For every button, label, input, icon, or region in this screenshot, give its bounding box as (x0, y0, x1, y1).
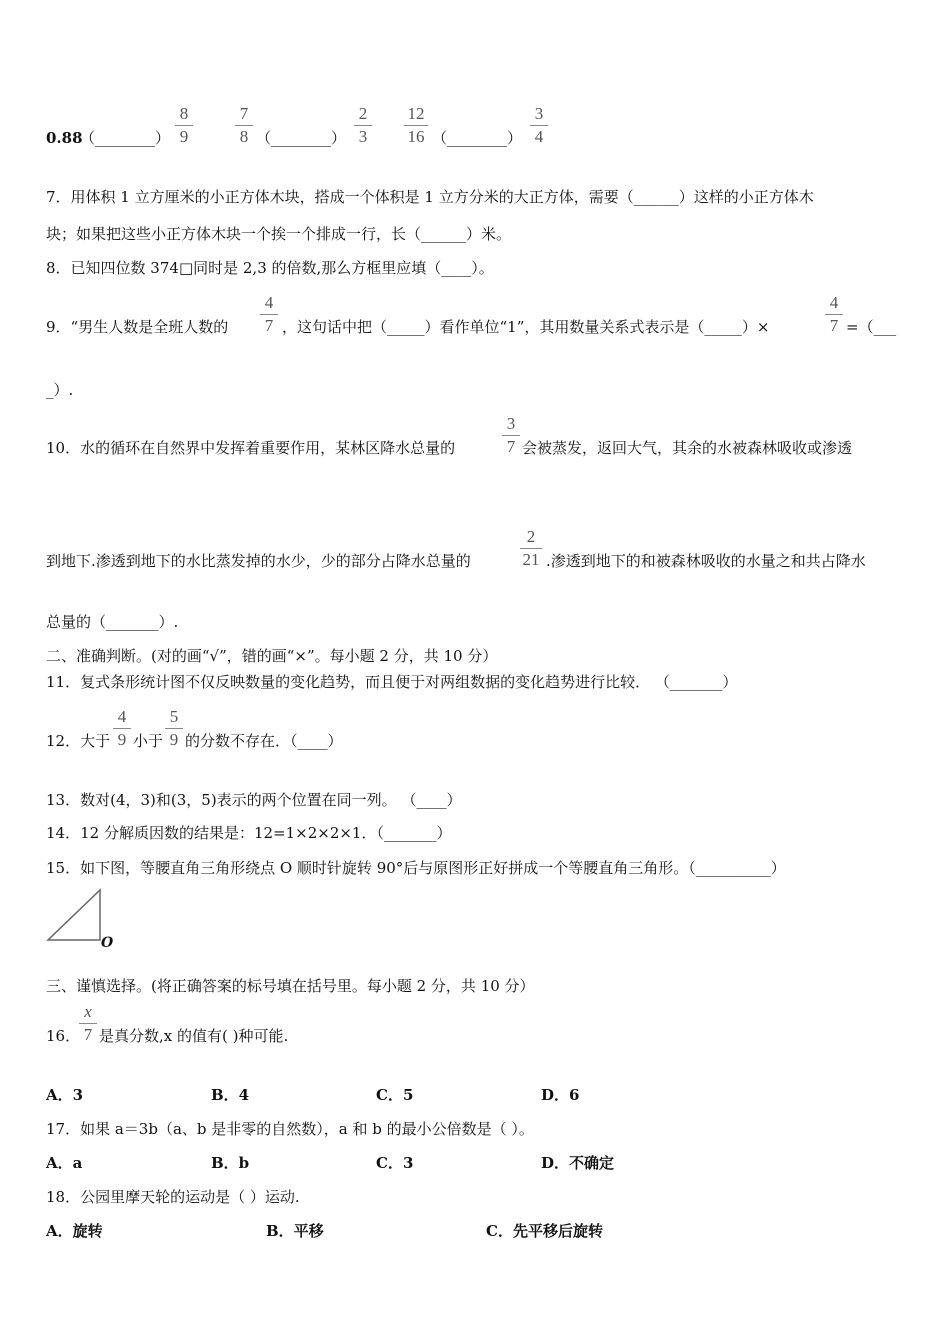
q7-line-1: 7．用体积 1 立方厘米的小正方体木块，搭成一个体积是 1 立方分米的大正方体，需要（______）这样的小正方体木 (46, 188, 814, 206)
q8-text: 8．已知四位数 374□同时是 2,3 的倍数,那么方框里应填（____）。 (46, 259, 494, 277)
section-3-title: 三、谨慎选择。(将正确答案的标号填在括号里。每小题 2 分，共 10 分） (46, 977, 535, 995)
q18-option-a[interactable]: A．旋转 (46, 1222, 103, 1240)
triangle-shape (48, 890, 100, 940)
q11-text: 11．复式条形统计图不仅反映数量的变化趋势，而且便于对两组数据的变化趋势进行比较． （_______） (46, 673, 738, 691)
fraction-12-16: 12 16 (402, 104, 430, 147)
q17-option-b[interactable]: B．b (211, 1154, 250, 1172)
q12-fraction-4-9: 4 9 (111, 707, 133, 750)
q10-fraction-3-7: 3 7 (500, 414, 522, 457)
q12-fraction-5-9: 5 9 (163, 707, 185, 750)
q9-line-2: _）. (46, 381, 74, 399)
q7-line-2: 块；如果把这些小正方体木块一个挨一个排成一行，长（______）米。 (46, 225, 512, 243)
q6-blank-1[interactable]: （________） (80, 129, 171, 147)
q16-number: 16． (46, 1027, 81, 1045)
q16-option-a[interactable]: A．3 (46, 1086, 84, 1104)
q9-part-2: ，这句话中把（_____）看作单位“1”，其用数量关系式表示是（_____）× (282, 318, 770, 336)
q15-text: 15．如下图，等腰直角三角形绕点 O 顺时针旋转 90°后与原图形正好拼成一个等腰直角三角形。（__________） (46, 859, 786, 877)
q13-text: 13．数对(4，3)和(3，5)表示的两个位置在同一列。 （____） (46, 791, 462, 809)
q17-option-c[interactable]: C．3 (376, 1154, 414, 1172)
q6-blank-3[interactable]: （________） (432, 129, 523, 147)
fraction-8-9: 8 9 (173, 104, 195, 147)
fraction-7-8: 7 8 (233, 104, 255, 147)
fraction-3-4: 3 4 (528, 104, 550, 147)
section-2-title: 二、准确判断。(对的画“√”，错的画“×”。每小题 2 分，共 10 分） (46, 647, 498, 665)
q10-line-3: 总量的（_______）. (46, 613, 179, 631)
q10-part-2: 会被蒸发，返回大气，其余的水被森林吸收或渗透 (522, 439, 853, 457)
q14-text: 14．12 分解质因数的结果是：12=1×2×2×1．（_______） (46, 824, 452, 842)
q12-part-2: 小于 (133, 732, 164, 750)
q16-option-c[interactable]: C．5 (376, 1086, 414, 1104)
q16-fraction-x-7: x 7 (77, 1002, 99, 1045)
q12-part-1: 12．大于 (46, 732, 111, 750)
q10-fraction-2-21: 2 21 (518, 527, 544, 570)
q9-part-1: 9．“男生人数是全班人数的 (46, 318, 229, 336)
q9-fraction-4-7-b: 4 7 (823, 293, 845, 336)
q17-option-a[interactable]: A．a (46, 1154, 83, 1172)
q16-text: 是真分数,x 的值有( )种可能. (99, 1027, 289, 1045)
q10-line-2b: .渗透到地下的和被森林吸收的水量之和共占降水 (546, 552, 866, 570)
q16-option-d[interactable]: D．6 (541, 1086, 580, 1104)
q9-fraction-4-7: 4 7 (258, 293, 280, 336)
q18-text: 18．公园里摩天轮的运动是（ ）运动. (46, 1188, 300, 1206)
q10-line-2a: 到地下.渗透到地下的水比蒸发掉的水少，少的部分占降水总量的 (46, 552, 471, 570)
q6-lead-value: 0.88 (46, 129, 83, 147)
q9-part-3: =（___ (846, 318, 897, 336)
q12-part-3: 的分数不存在．（____） (185, 732, 343, 750)
q18-option-b[interactable]: B．平移 (266, 1222, 324, 1240)
fraction-2-3: 2 3 (352, 104, 374, 147)
q6-blank-2[interactable]: （________） (256, 129, 347, 147)
q17-text: 17．如果 a＝3b（a、b 是非零的自然数），a 和 b 的最小公倍数是（ ）。 (46, 1120, 534, 1138)
q10-part-1: 10．水的循环在自然界中发挥着重要作用，某林区降水总量的 (46, 439, 456, 457)
point-o-label: O (101, 935, 114, 951)
q18-option-c[interactable]: C．先平移后旋转 (486, 1222, 603, 1240)
q17-option-d[interactable]: D．不确定 (541, 1154, 615, 1172)
q16-option-b[interactable]: B．4 (211, 1086, 250, 1104)
